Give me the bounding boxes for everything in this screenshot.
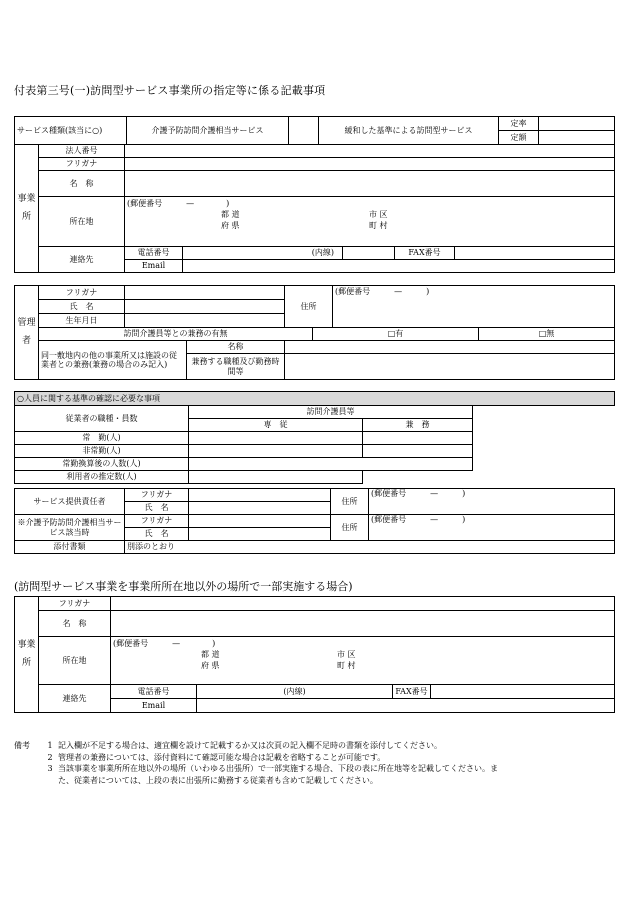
branch-furigana-input[interactable] bbox=[111, 597, 615, 611]
branch-table bbox=[14, 596, 615, 713]
office-furigana-label: フリガナ bbox=[39, 158, 125, 171]
office-address-label: 所在地 bbox=[39, 197, 125, 247]
office-cho: 町 村 bbox=[369, 221, 388, 230]
office-contact-label: 連絡先 bbox=[39, 247, 125, 273]
service-option-1-mark[interactable] bbox=[289, 117, 319, 145]
branch-fu: 府 県 bbox=[201, 661, 220, 670]
svc-resp-postal: (郵便番号 — ) bbox=[371, 489, 466, 498]
office-furigana-input[interactable] bbox=[125, 158, 615, 171]
office-email-label: Email bbox=[125, 260, 183, 273]
service-option-1[interactable]: 介護予防訪問介護相当サービス bbox=[127, 117, 289, 145]
manager-birth-input[interactable] bbox=[125, 314, 285, 328]
branch-subtitle: (訪問型サービス事業を事業所所在地以外の場所で一部実施する場合) bbox=[14, 580, 353, 593]
office-section-label: 事業所 bbox=[15, 145, 39, 273]
note-2: 管理者の兼務については、添付資料にて確認可能な場合は記載を省略することが可能です。 bbox=[58, 752, 386, 762]
service-responsible-table bbox=[14, 488, 615, 554]
svc-resp-note: ※介護予防訪問介護相当サービス該当時 bbox=[15, 515, 125, 541]
branch-address-label: 所在地 bbox=[39, 637, 111, 685]
svc-resp-name-label: 氏 名 bbox=[125, 502, 189, 515]
manager-other-name-input[interactable] bbox=[285, 341, 615, 354]
branch-name-input[interactable] bbox=[111, 611, 615, 637]
manager-other-duty-label: 兼務する職種及び勤務時間等 bbox=[187, 354, 285, 380]
office-fax-label: FAX番号 bbox=[395, 247, 455, 260]
corp-no-label: 法人番号 bbox=[39, 145, 125, 158]
office-phone-label: 電話番号 bbox=[125, 247, 183, 260]
branch-shi: 市 区 bbox=[337, 650, 356, 659]
branch-email-label: Email bbox=[111, 699, 197, 713]
branch-to: 都 道 bbox=[201, 650, 220, 659]
staff-fte-label: 常勤換算後の人数(人) bbox=[15, 458, 189, 471]
manager-other-duty-input[interactable] bbox=[285, 354, 615, 380]
branch-cho: 町 村 bbox=[337, 661, 356, 670]
branch-fax-label: FAX番号 bbox=[393, 685, 431, 699]
staff-nonregular-concurrent-input[interactable] bbox=[363, 445, 473, 458]
rate-amount-label: 定額 bbox=[499, 131, 539, 145]
manager-concurrent-no[interactable]: □無 bbox=[479, 328, 615, 341]
staff-concurrent-label: 兼 務 bbox=[363, 419, 473, 432]
branch-address-input[interactable] bbox=[111, 637, 615, 685]
branch-contact-label: 連絡先 bbox=[39, 685, 111, 713]
rate-fixed-input[interactable] bbox=[539, 117, 615, 131]
manager-postal: (郵便番号 — ) bbox=[335, 287, 430, 296]
service-type-table bbox=[14, 116, 615, 145]
office-shi: 市 区 bbox=[369, 210, 388, 219]
service-type-label: サービス種類(該当に○) bbox=[15, 117, 127, 145]
note-3: 当該事業を事業所所在地以外の場所（いわゆる出張所）で一部実施する場合、下段の表に所在地等を記載してください。ま bbox=[58, 764, 498, 774]
office-postal: (郵便番号 — ) bbox=[127, 199, 230, 208]
svc-resp2-furigana-label: フリガナ bbox=[125, 515, 189, 528]
svc-resp-residence-input[interactable] bbox=[369, 489, 615, 515]
note-row: 備考 1 記入欄が不足する場合は、適宜欄を設けて記載するか又は次頁の記入欄不足時の書類を添付してください。 bbox=[14, 741, 442, 750]
branch-section-label: 事業所 bbox=[15, 597, 39, 713]
manager-concurrent-yes[interactable]: □有 bbox=[313, 328, 479, 341]
office-fax-input[interactable] bbox=[455, 247, 615, 260]
svc-resp-furigana-label: フリガナ bbox=[125, 489, 189, 502]
manager-furigana-input[interactable] bbox=[125, 286, 285, 300]
note-row: 2 管理者の兼務については、添付資料にて確認可能な場合は記載を省略することが可能です。 bbox=[47, 752, 386, 762]
svc-resp-label: サービス提供責任者 bbox=[15, 489, 125, 515]
svc-resp2-name-input[interactable] bbox=[189, 528, 331, 541]
staff-users-input[interactable] bbox=[189, 471, 363, 484]
svc-resp2-postal: (郵便番号 — ) bbox=[371, 515, 466, 524]
branch-postal: (郵便番号 — ) bbox=[113, 639, 216, 648]
office-fu: 府 県 bbox=[221, 221, 240, 230]
branch-ext-label: (内線) bbox=[197, 685, 393, 699]
notes bbox=[14, 740, 498, 786]
staff-fte-input[interactable] bbox=[189, 458, 473, 471]
svc-resp-name-input[interactable] bbox=[189, 502, 331, 515]
svc-resp-furigana-input[interactable] bbox=[189, 489, 331, 502]
manager-residence-input[interactable] bbox=[333, 286, 615, 328]
staff-type-count-label: 従業者の職種・員数 bbox=[15, 406, 189, 432]
service-option-2[interactable]: 緩和した基準による訪問型サービス bbox=[319, 117, 499, 145]
office-to: 都 道 bbox=[221, 210, 240, 219]
branch-email-input[interactable] bbox=[197, 699, 615, 713]
manager-other-name-label: 名称 bbox=[187, 341, 285, 354]
manager-residence-label: 住所 bbox=[285, 286, 333, 328]
svc-resp2-residence-input[interactable] bbox=[369, 515, 615, 541]
note-1: 記入欄が不足する場合は、適宜欄を設けて記載するか又は次頁の記入欄不足時の書類を添付してください。 bbox=[58, 741, 442, 750]
notes-label: 備考 bbox=[14, 741, 30, 750]
office-name-input[interactable] bbox=[125, 171, 615, 197]
office-table bbox=[14, 144, 615, 273]
staff-fulltime-label: 専 従 bbox=[189, 419, 363, 432]
staff-table bbox=[14, 391, 615, 484]
manager-section-label: 管理者 bbox=[15, 286, 39, 380]
svc-resp2-furigana-input[interactable] bbox=[189, 515, 331, 528]
office-address-input[interactable] bbox=[125, 197, 615, 247]
office-ext-label: (内線) bbox=[183, 247, 343, 260]
office-email-input[interactable] bbox=[183, 260, 615, 273]
staff-nonregular-label: 非常勤(人) bbox=[15, 445, 189, 458]
manager-other-label: 同一敷地内の他の事業所又は施設の従業者との兼務(兼務の場合のみ記入) bbox=[39, 341, 187, 380]
staff-regular-label: 常 勤(人) bbox=[15, 432, 189, 445]
manager-name-input[interactable] bbox=[125, 300, 285, 314]
manager-table bbox=[14, 285, 615, 380]
manager-birth-label: 生年月日 bbox=[39, 314, 125, 328]
corp-no-input[interactable] bbox=[125, 145, 615, 158]
manager-concurrent-question: 訪問介護員等との兼務の有無 bbox=[39, 328, 313, 341]
branch-fax-input[interactable] bbox=[431, 685, 615, 699]
office-ext-input[interactable] bbox=[343, 247, 395, 260]
note-3-cont: た、従業者については、上段の表に出張所に勤務する従業者も含めて記載してください。 bbox=[58, 775, 378, 785]
manager-name-label: 氏 名 bbox=[39, 300, 125, 314]
staff-users-label: 利用者の推定数(人) bbox=[15, 471, 189, 484]
attach-value: 別添のとおり bbox=[125, 541, 615, 554]
svc-resp2-name-label: 氏 名 bbox=[125, 528, 189, 541]
branch-name-label: 名 称 bbox=[39, 611, 111, 637]
staff-section-header: ○人員に関する基準の確認に必要な事項 bbox=[15, 392, 615, 406]
svc-resp-residence-label: 住所 bbox=[331, 489, 369, 515]
staff-regular-fulltime-input[interactable] bbox=[189, 432, 363, 445]
staff-helpers-label: 訪問介護員等 bbox=[189, 406, 473, 419]
form-title: 付表第三号(一)訪問型サービス事業所の指定等に係る記載事項 bbox=[14, 84, 326, 97]
attach-label: 添付書類 bbox=[15, 541, 125, 554]
rate-fixed-label: 定率 bbox=[499, 117, 539, 131]
staff-regular-concurrent-input[interactable] bbox=[363, 432, 473, 445]
rate-amount-input[interactable] bbox=[539, 131, 615, 145]
branch-furigana-label: フリガナ bbox=[39, 597, 111, 611]
note-row bbox=[14, 775, 498, 787]
manager-furigana-label: フリガナ bbox=[39, 286, 125, 300]
staff-nonregular-fulltime-input[interactable] bbox=[189, 445, 363, 458]
office-name-label: 名 称 bbox=[39, 171, 125, 197]
branch-phone-label: 電話番号 bbox=[111, 685, 197, 699]
svc-resp2-residence-label: 住所 bbox=[331, 515, 369, 541]
note-row: 3 当該事業を事業所所在地以外の場所（いわゆる出張所）で一部実施する場合、下段の表に所在地等を記載してください。ま bbox=[47, 764, 498, 774]
